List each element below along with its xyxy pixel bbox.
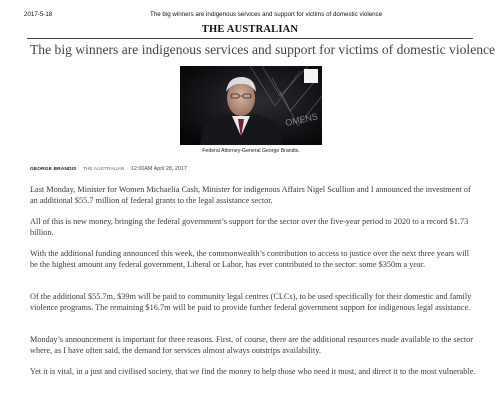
article-paragraph: Of the additional $55.7m, $39m will be paid to community legal centres (CLCs), to be used specifically for their domestic and family violence programs. The remaining $16.7m will be paid to provide further federal government support for indigenous legal assistance. — [30, 292, 472, 312]
masthead-divider — [27, 38, 473, 39]
article-photo — [180, 66, 322, 145]
article-paragraph: Yet it is vital, in a just and civilised society, that we find the money to help those who need it most, and direct it to the most vulnerable. — [30, 367, 476, 376]
print-date: 2017-5-18 — [24, 11, 53, 18]
svg-text:OMENS: OMENS — [284, 111, 319, 128]
print-header — [24, 11, 476, 21]
article-paragraph: Monday’s announcement is important for three reasons. First, of course, there are the additional resources made available to the sector where, as I have often said, the demand for services almost always outstrips availability. — [30, 335, 474, 355]
article-paragraph: Last Monday, Minister for Women Michaelia Cash, Minister for indigenous Affairs Nigel Scullion and I announced the investment of an additional $55.7 million of federal grants to the legal assistance sector. — [30, 185, 471, 205]
article-paragraph: All of this is new money, bringing the federal government’s support for the sector over the five-year period to 2020 to a record $1.73 billion. — [30, 217, 469, 237]
byline-section: THE AUSTRALIAN — [82, 167, 125, 172]
article-byline — [30, 166, 187, 172]
print-page-title: The big winners are indigenous services and support for victims of domestic violence — [150, 11, 383, 18]
byline-author[interactable]: GEORGE BRANDIS — [30, 167, 77, 172]
photo-caption: Federal Attorney-General George Brandis. — [202, 148, 300, 154]
article-headline: The big winners are indigenous services and support for victims of domestic violence — [30, 42, 496, 57]
masthead-logo[interactable]: THE AUSTRALIAN — [201, 24, 299, 35]
byline-timestamp: 12:00AM April 28, 2017 — [130, 166, 187, 172]
article-paragraph: With the additional funding announced this week, the commonwealth’s contribution to access to justice over the next three years will be the highest amount any federal government, Liberal or Labor, has ever contributed to the sector: some $350m a year. — [30, 249, 470, 269]
photo-illustration — [180, 66, 322, 145]
